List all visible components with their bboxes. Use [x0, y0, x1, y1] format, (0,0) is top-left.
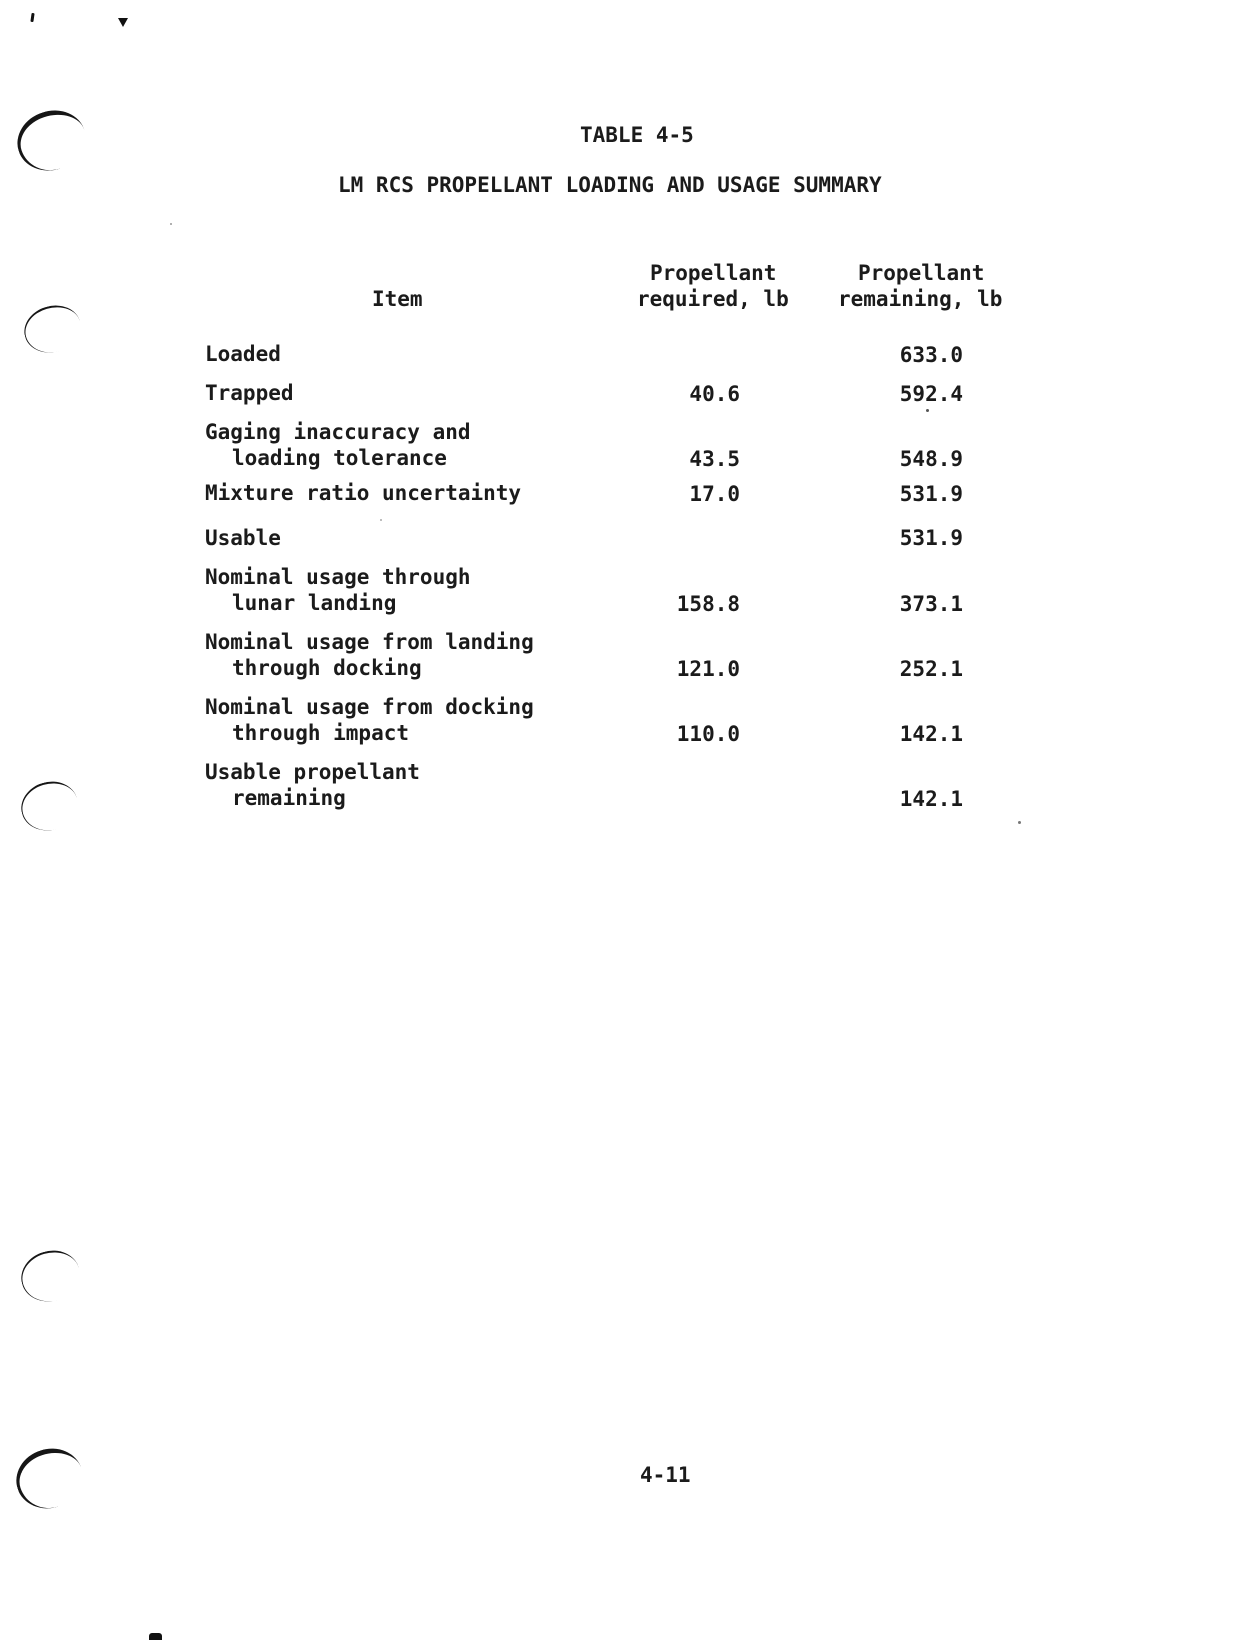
- row-item-label-cont: remaining: [232, 786, 346, 810]
- binder-arc: [15, 775, 83, 837]
- row-item-label-cont: loading tolerance: [232, 446, 447, 470]
- column-header-item: Item: [372, 287, 423, 311]
- row-item-label-cont: lunar landing: [232, 591, 397, 615]
- scan-artifact-blob: [149, 1633, 162, 1640]
- remaining-value: 548.9: [899, 447, 963, 471]
- scan-artifact-mark: [118, 18, 128, 27]
- scan-speck: [926, 409, 929, 412]
- row-item-label-cont: through impact: [232, 721, 410, 745]
- required-value: 40.6: [689, 382, 740, 406]
- row-item-label: Nominal usage from landing: [205, 630, 534, 654]
- remaining-value: 531.9: [899, 482, 963, 506]
- column-header-required-line2: required, lb: [637, 287, 789, 311]
- remaining-value: 592.4: [899, 382, 963, 406]
- row-item-label: Trapped: [205, 381, 294, 405]
- remaining-value: 373.1: [899, 592, 963, 616]
- column-header-required-line1: Propellant: [650, 261, 777, 285]
- row-item-label: Usable propellant: [205, 760, 420, 784]
- required-value: 17.0: [689, 482, 740, 506]
- table-subtitle: LM RCS PROPELLANT LOADING AND USAGE SUMMARY: [338, 173, 882, 197]
- scan-speck: [170, 223, 172, 225]
- row-item-label: Nominal usage from docking: [205, 695, 534, 719]
- required-value: 158.8: [676, 592, 740, 616]
- scan-speck: [380, 519, 382, 521]
- remaining-value: 531.9: [899, 526, 963, 550]
- row-item-label: Nominal usage through: [205, 565, 471, 589]
- row-item-label: Loaded: [205, 342, 281, 366]
- remaining-value: 252.1: [899, 657, 963, 681]
- row-item-label: Usable: [205, 526, 281, 550]
- binder-arc: [9, 1440, 91, 1517]
- column-header-remaining-line2: remaining, lb: [838, 287, 1003, 311]
- required-value: 43.5: [689, 447, 740, 471]
- binder-arc: [10, 102, 94, 179]
- scan-artifact-tick: [30, 13, 34, 22]
- binder-arc: [19, 299, 86, 359]
- column-header-remaining-line1: Propellant: [858, 261, 985, 285]
- required-value: 121.0: [676, 657, 740, 681]
- remaining-value: 633.0: [899, 343, 963, 367]
- table-number-title: TABLE 4-5: [580, 123, 694, 147]
- required-value: 110.0: [676, 722, 740, 746]
- row-item-label: Gaging inaccuracy and: [205, 420, 471, 444]
- remaining-value: 142.1: [899, 722, 963, 746]
- row-item-label-cont: through docking: [232, 656, 422, 680]
- row-item-label: Mixture ratio uncertainty: [205, 481, 522, 505]
- binder-arc: [15, 1244, 85, 1308]
- page-number: 4-11: [640, 1463, 691, 1487]
- scan-speck: [1018, 821, 1021, 824]
- remaining-value: 142.1: [899, 787, 963, 811]
